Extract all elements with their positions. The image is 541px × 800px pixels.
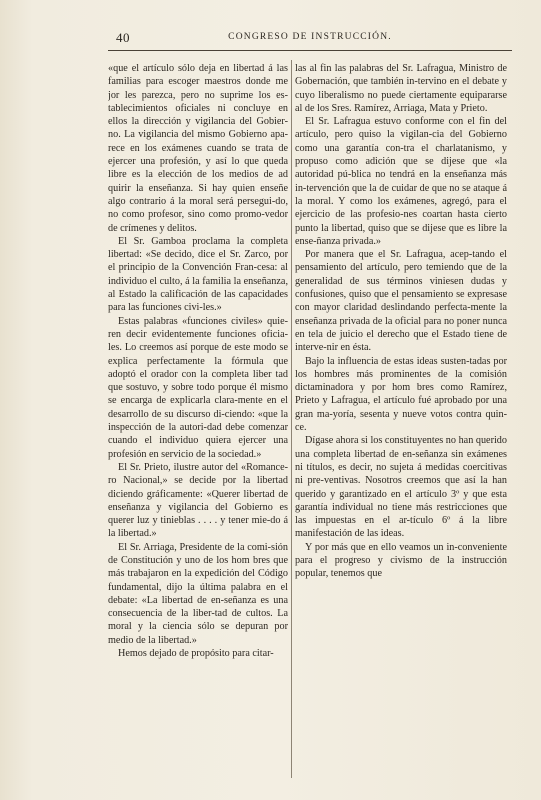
paragraph: Dígase ahora si los constituyentes no han querido una completa libertad de en-señanza sin exámenes ni títulos, es decir, no sujeta á medidas coercitivas ni pre-ventivas. Nosotros creemos que así la han querido y garantizado en el artículo 3º y que esta garantía individual no tiene más restricciones que las impuestas en el ar-tículo 6º á la libre manifestación de las ideas. bbox=[295, 435, 507, 540]
paragraph: El Sr. Gamboa proclama la completa libertad: «Se decido, dice el Sr. Zarco, por el principio de la Convención Fran-cesa: al individuo el culto, á la familia la enseñanza, al Estado la calificación de las capacidades para las funciones civi-les.» bbox=[108, 235, 288, 314]
paragraph: Estas palabras «funciones civiles» quie-ren decir evidentemente funciones oficia-les. Lo creemos así porque de este modo se explica perfectamente la fórmula que adoptó el orador con la completa liber tad que sostuvo, y sobre todo porque él mismo se encarga de explicarla clara-mente en el desarrollo de su discurso di-ciendo: «que la inspección de la autori-dad debe comenzar cuando el individuo quiera ejercer una profesión en servicio de la sociedad.» bbox=[108, 315, 288, 460]
paragraph: El Sr. Arriaga, Presidente de la comi-sión de Constitución y uno de los hom bres que más trabajaron en la expedición del Código fundamental, dijo la última palabra en el debate: «La libertad de en-señanza es una consecuencia de la liber-tad de cultos. La moral y la ciencia sólo se depuran por medio de la libertad.» bbox=[108, 541, 288, 646]
paragraph: Por manera que el Sr. Lafragua, acep-tando el pensamiento del artículo, pero temiendo que de la generalidad de sus términos viniesen dudas y confusiones, quiso que el pensamiento se expresase con mayor claridad deslindando perfecta-mente la enseñanza privada de la oficial para no poner nunca en tela de juicio el derecho que el Estado tiene de interve-nir en ésta. bbox=[295, 249, 507, 354]
paragraph: Hemos dejado de propósito para citar- bbox=[118, 648, 274, 660]
header-rule bbox=[108, 50, 512, 51]
page-header bbox=[108, 28, 512, 50]
paragraph: Bajo la influencia de estas ideas susten-tadas por los hombres más prominentes de la comisión dictaminadora y por hom bres como Ramírez, Prieto y Lafragua, el artículo fué aprobado por una gran ma-yoría, sesenta y nueve votos contra quin-ce. bbox=[295, 355, 507, 434]
column-divider bbox=[291, 60, 292, 778]
page-number: 40 bbox=[116, 30, 130, 45]
paragraph: «que el artículo sólo deja en libertad á las familias para escoger maestros donde me jor les parezca, pero no suprime los es-tablecimientos oficiales ni concluye en ellos la dirección y vigilancia del Gobier-no. La vigilancia del mismo Gobierno apa-rece en los exámenes cuando se trata de ejercer una profesión, y así lo que queda libre es la elección de los medios de ad quirir la enseñanza. Si hay quien enseñe algo contrario á la moral será persegui-do, no como profesor, sino como promo-vedor de crímenes y delitos. bbox=[108, 63, 288, 234]
running-title: CONGRESO DE INSTRUCCIÓN. bbox=[228, 32, 392, 42]
paragraph: las al fin las palabras del Sr. Lafragua, Ministro de Gobernación, que también in-tervino en el debate y cuyo liberalismo no puede ciertamente equipararse al de los Sres. Ramírez, Arriaga, Mata y Prieto. bbox=[295, 63, 507, 114]
paragraph: Y por más que en ello veamos un in-conveniente para el progreso y civismo de la instrucción popular, tenemos que bbox=[295, 541, 507, 580]
paragraph: El Sr. Lafragua estuvo conforme con el fin del artículo, pero quiso la vigilan-cia del Gobierno como una garantía con-tra el charlatanismo, y propuso como adición que se dijese que «la autoridad pú-blica no tendrá en la enseñanza más in-tervención que la de cuidar de que no se ataque á la moral. Y como los exámenes, agregó, para el ejercicio de las profesio-nes coartan hasta cierto punto la libertad, quiso que se dijese que es libre la ense-ñanza privada.» bbox=[295, 116, 507, 247]
right-column bbox=[295, 62, 507, 780]
paragraph: El Sr. Prieto, ilustre autor del «Romance-ro Nacional,» se decide por la libertad diciendo gráficamente: «Querer libertad de enseñanza y vigilancia del Gobierno es querer luz y tinieblas . . . . y tener mie-do á la libertad.» bbox=[108, 461, 288, 540]
left-column bbox=[108, 62, 288, 780]
